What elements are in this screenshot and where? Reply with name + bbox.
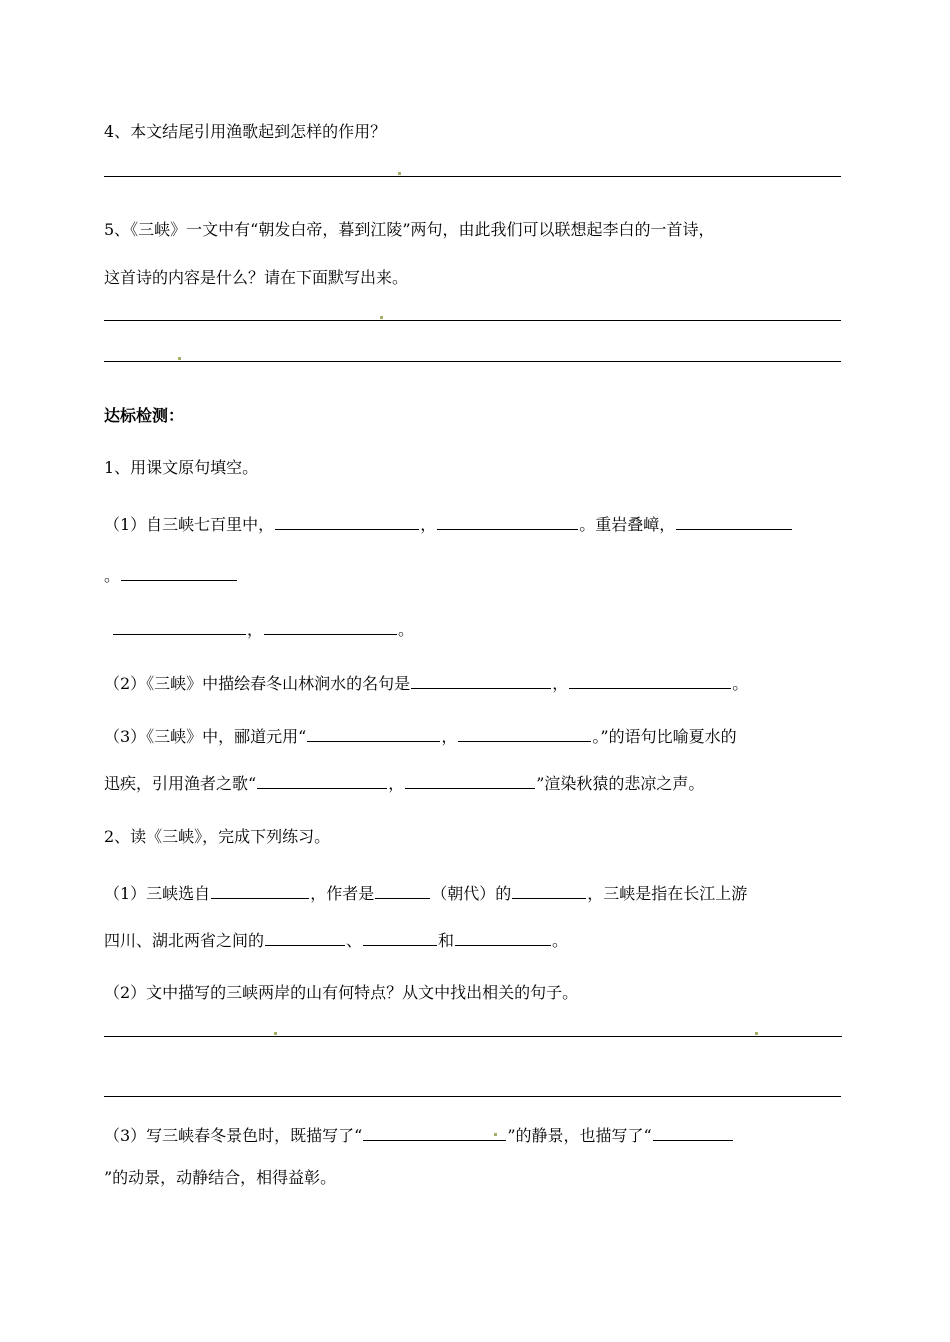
answer-line[interactable] — [104, 320, 841, 321]
question-5-text-1: 5、《三峡》一文中有“朝发白帝，暮到江陵”两句，由此我们可以联想起李白的一首诗， — [104, 220, 715, 239]
fill-blank[interactable] — [455, 929, 551, 946]
question-5-line1 — [104, 220, 715, 240]
task-1-heading: 1、用课文原句填空。 — [104, 458, 259, 477]
label: ”的静景，也描写了“ — [507, 1126, 652, 1145]
task-2-item-1 — [104, 882, 747, 904]
label: （1）自三峡七百里中， — [104, 515, 275, 534]
punct: ， — [388, 774, 405, 793]
label: 迅疾，引用渔者之歌“ — [104, 774, 257, 793]
fill-blank[interactable] — [363, 1124, 506, 1141]
section-title: 达标检测： — [104, 406, 185, 425]
answer-line[interactable] — [104, 1096, 841, 1097]
label: （3）写三峡春冬景色时，既描写了“ — [104, 1126, 363, 1145]
speck-mark — [494, 1133, 497, 1136]
speck-mark — [755, 1032, 758, 1035]
speck-mark — [274, 1032, 277, 1035]
punct: 。 — [104, 566, 121, 585]
fill-blank[interactable] — [411, 672, 551, 689]
answer-line[interactable] — [104, 361, 841, 362]
label: （朝代）的 — [431, 884, 512, 903]
task-2-heading: 2、读《三峡》，完成下列练习。 — [104, 827, 331, 846]
fill-blank[interactable] — [676, 513, 792, 530]
fill-blank[interactable] — [512, 882, 586, 899]
fill-blank[interactable] — [257, 772, 387, 789]
task-2-item-3 — [104, 1124, 734, 1146]
label: 。重岩叠嶂， — [579, 515, 676, 534]
fill-blank[interactable] — [375, 882, 430, 899]
punct: 。 — [398, 620, 415, 639]
speck-mark — [398, 172, 401, 175]
fill-blank[interactable] — [275, 513, 419, 530]
label: ，三峡是指在长江上游 — [587, 884, 748, 903]
punct: ， — [441, 727, 458, 746]
fill-blank[interactable] — [264, 618, 397, 635]
fill-blank[interactable] — [653, 1124, 733, 1141]
punct: ， — [247, 620, 264, 639]
task-1-item-1 — [104, 513, 793, 535]
label: 和 — [438, 931, 455, 950]
fill-blank[interactable] — [437, 513, 578, 530]
fill-blank[interactable] — [113, 618, 246, 635]
task-2-item-3-cont — [104, 1168, 336, 1188]
punct: 、 — [346, 931, 363, 950]
speck-mark — [380, 316, 383, 319]
label: （1）三峡选自 — [104, 884, 211, 903]
task-1-item-2 — [104, 672, 748, 694]
answer-line[interactable] — [104, 176, 841, 177]
task-1-item-1-cont — [104, 564, 238, 586]
fill-blank[interactable] — [265, 929, 345, 946]
fill-blank[interactable] — [307, 725, 440, 742]
question-5-text-2: 这首诗的内容是什么？请在下面默写出来。 — [104, 268, 409, 287]
task-2-item-2: （2）文中描写的三峡两岸的山有何特点？从文中找出相关的句子。 — [104, 983, 579, 1002]
question-4 — [104, 122, 386, 142]
task-1-item-3-cont — [104, 772, 704, 794]
question-4-text: 4、本文结尾引用渔歌起到怎样的作用？ — [104, 122, 387, 141]
label: 。”的语句比喻夏水的 — [592, 727, 737, 746]
punct: ， — [420, 515, 437, 534]
task-2-item-1-cont — [104, 929, 568, 951]
question-5-line2 — [104, 268, 408, 288]
label: ，作者是 — [310, 884, 375, 903]
task-1-item-1-cont2 — [112, 618, 414, 640]
speck-mark — [178, 357, 181, 360]
task-1-item-3 — [104, 725, 737, 747]
fill-blank[interactable] — [121, 564, 237, 581]
label: ”的动景，动静结合，相得益彰。 — [104, 1168, 337, 1187]
fill-blank[interactable] — [458, 725, 591, 742]
punct: 。 — [732, 674, 749, 693]
punct: 。 — [552, 931, 569, 950]
label: 四川、湖北两省之间的 — [104, 931, 265, 950]
answer-line[interactable] — [104, 1036, 842, 1037]
label: （2）《三峡》中描绘春冬山林涧水的名句是 — [104, 674, 411, 693]
label: （3）《三峡》中，郦道元用“ — [104, 727, 307, 746]
fill-blank[interactable] — [569, 672, 731, 689]
fill-blank[interactable] — [405, 772, 535, 789]
label: ”渲染秋猿的悲凉之声。 — [536, 774, 705, 793]
fill-blank[interactable] — [211, 882, 309, 899]
punct: ， — [552, 674, 569, 693]
fill-blank[interactable] — [363, 929, 437, 946]
